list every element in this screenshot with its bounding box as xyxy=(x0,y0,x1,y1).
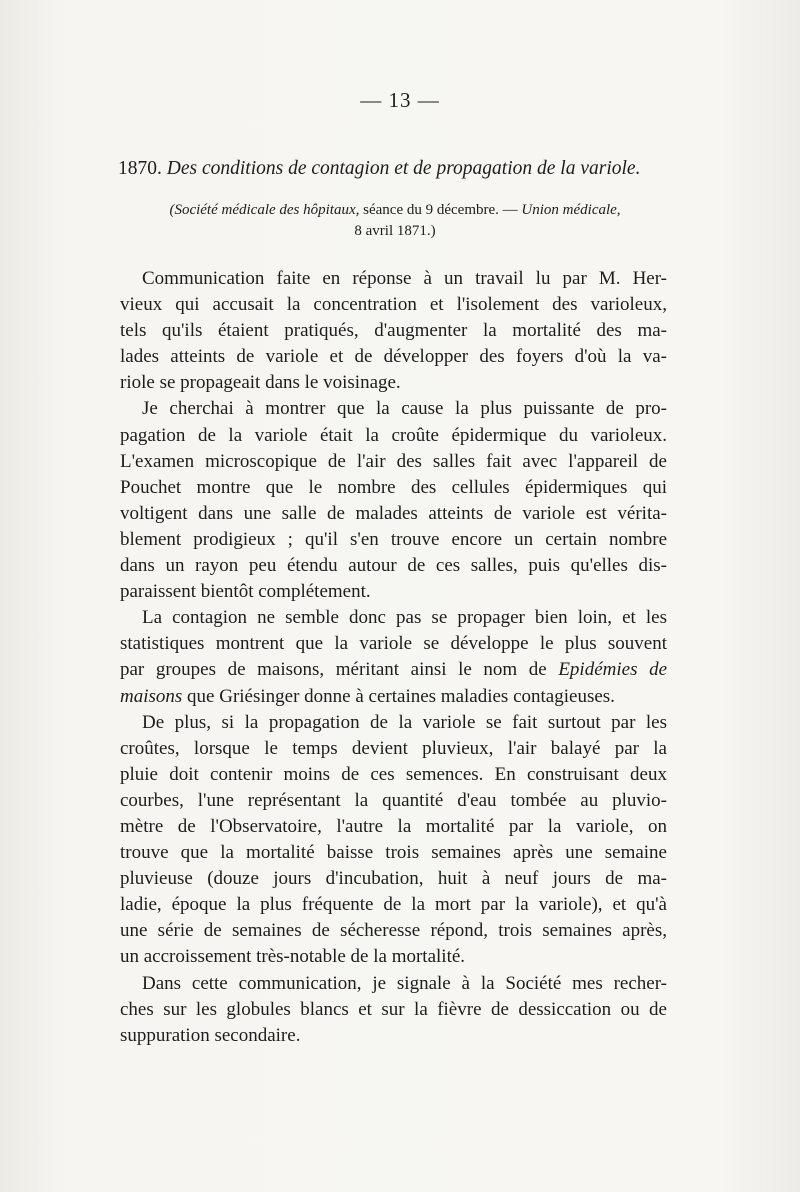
text-fragment: par groupes de maisons, méritant ainsi le nom de xyxy=(120,659,547,681)
source-journal: Union médicale, xyxy=(521,202,621,218)
paragraph-1 xyxy=(120,266,667,396)
text-line: pluvieuse (douze jours d'incubation, huit à neuf jours de ma- xyxy=(120,868,667,890)
text-line xyxy=(120,657,667,683)
text-line: Pouchet montre que le nombre des cellules épidermiques qui xyxy=(120,476,667,498)
italic-term: maisons xyxy=(120,685,183,707)
text-line: Je cherchai à montrer que la cause la plus puissante de pro- xyxy=(142,398,667,420)
text-line: une série de semaines de sécheresse répond, trois semaines après, xyxy=(120,920,667,942)
text-line: riole se propageait dans le voisinage. xyxy=(120,372,401,394)
text-line: La contagion ne semble donc pas se propager bien loin, et les xyxy=(142,607,667,629)
text-line: paraissent bientôt complétement. xyxy=(120,581,371,603)
text-line: statistiques montrent que la variole se développe le plus souvent xyxy=(120,633,667,655)
italic-term: Epidémies de xyxy=(558,659,667,681)
text-line: ches sur les globules blancs et sur la fièvre de dessiccation ou de xyxy=(120,998,667,1020)
text-line: voltigent dans une salle de malades atteints de variole est vérita- xyxy=(120,502,667,524)
text-line: trouve que la mortalité baisse trois semaines après une semaine xyxy=(120,842,667,864)
text-line: lades atteints de variole et de développer des foyers d'où la va- xyxy=(120,346,667,368)
source-session: séance du 9 décembre. — xyxy=(359,202,522,218)
text-line: dans un rayon peu étendu autour de ces salles, puis qu'elles dis- xyxy=(120,555,667,577)
text-line: ladie, époque la plus fréquente de la mort par la variole), et qu'à xyxy=(120,894,667,916)
body-text xyxy=(120,266,667,1049)
text-line: un accroissement très-notable de la mortalité. xyxy=(120,946,466,968)
text-line: pluie doit contenir moins de ces semences. En construisant deux xyxy=(120,763,667,785)
text-line: Dans cette communication, je signale à la Société mes recher- xyxy=(142,972,667,994)
text-line: blement prodigieux ; qu'il s'en trouve encore un certain nombre xyxy=(120,528,667,550)
heading-title: Des conditions de contagion et de propagation de la variole. xyxy=(166,158,641,179)
paragraph-3 xyxy=(120,605,667,709)
section-heading xyxy=(118,158,678,180)
text-line: Communication faite en réponse à un travail lu par M. Her- xyxy=(142,268,667,289)
paragraph-5 xyxy=(120,971,667,1049)
page-number: — 13 — xyxy=(360,88,440,112)
text-line: courbes, l'une représentant la quantité d'eau tombée au pluvio- xyxy=(120,789,667,811)
text-line: De plus, si la propagation de la variole se fait surtout par les xyxy=(142,711,667,733)
heading-year: 1870. xyxy=(118,158,162,179)
text-line: tels qu'ils étaient pratiqués, d'augmenter la mortalité des ma- xyxy=(120,320,667,342)
source-line-2: 8 avril 1871.) xyxy=(354,223,436,239)
text-line: vieux qui accusait la concentration et l'isolement des varioleux, xyxy=(120,294,667,316)
text-fragment: que Griésinger donne à certaines maladies contagieuses. xyxy=(182,685,615,707)
text-line: croûtes, lorsque le temps devient pluvieux, l'air balayé par la xyxy=(120,737,667,759)
source-citation xyxy=(110,200,680,242)
text-line: mètre de l'Observatoire, l'autre la mortalité par la variole, on xyxy=(120,815,667,837)
source-line-1 xyxy=(110,200,680,221)
source-society: (Société médicale des hôpitaux, xyxy=(169,202,360,218)
paragraph-2 xyxy=(120,396,667,605)
text-line xyxy=(120,684,667,710)
text-line: pagation de la variole était la croûte épidermique du varioleux. xyxy=(120,424,667,446)
text-line: suppuration secondaire. xyxy=(120,1024,301,1046)
paragraph-4 xyxy=(120,710,667,971)
text-line: L'examen microscopique de l'air des salles fait avec l'appareil de xyxy=(120,450,667,472)
